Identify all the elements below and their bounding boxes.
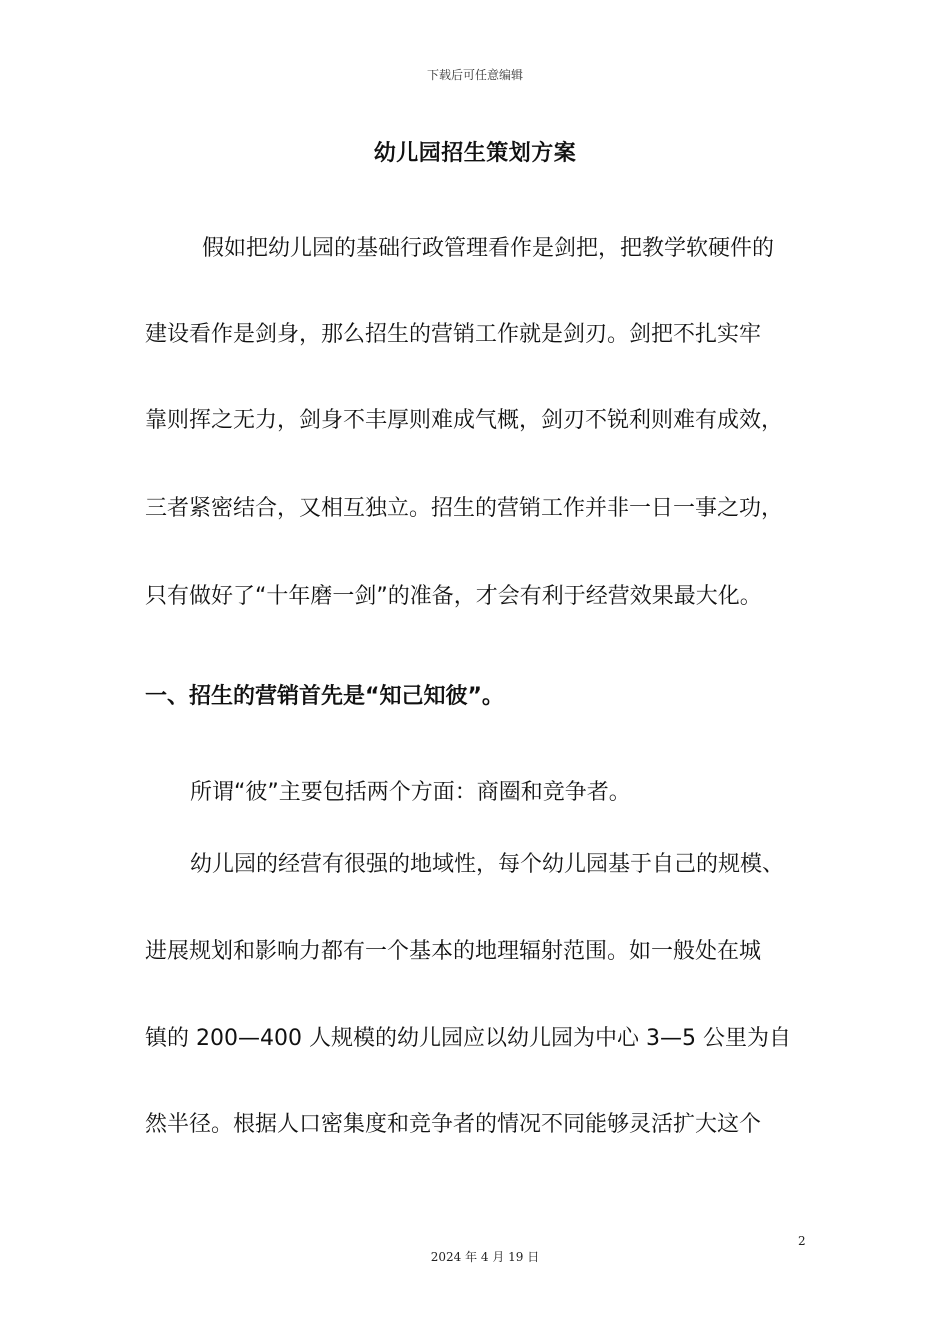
page-footer-date: 2024 年 4 月 19 日 [430,1250,540,1264]
section-1-line-3: 镇的 200—400 人规模的幼儿园应以幼儿园为中心 3—5 公里为自 [145,1026,791,1051]
section-1-line-1: 幼儿园的经营有很强的地域性，每个幼儿园基于自己的规模、 [190,852,785,877]
intro-line-2: 建设看作是剑身，那么招生的营销工作就是剑刃。剑把不扎实牢 [145,322,762,347]
intro-line-3: 靠则挥之无力，剑身不丰厚则难成气概，剑刃不锐利则难有成效， [145,408,784,433]
document-title: 幼儿园招生策划方案 [373,141,577,166]
section-1-line-2: 进展规划和影响力都有一个基本的地理辐射范围。如一般处在城 [145,939,762,964]
section-1-heading: 一、招生的营销首先是“知己知彼”。 [145,684,504,709]
intro-line-5: 只有做好了“十年磨一剑”的准备，才会有利于经营效果最大化。 [145,584,762,609]
intro-line-1: 假如把幼儿园的基础行政管理看作是剑把，把教学软硬件的 [202,236,775,261]
page-header-note: 下载后可任意编辑 [426,68,523,82]
section-1-line-4: 然半径。根据人口密集度和竞争者的情况不同能够灵活扩大这个 [145,1112,762,1137]
page-number: 2 [798,1234,806,1248]
section-1-lead: 所谓“彼”主要包括两个方面：商圈和竞争者。 [190,780,631,805]
intro-line-4: 三者紧密结合，又相互独立。招生的营销工作并非一日一事之功， [145,496,784,521]
